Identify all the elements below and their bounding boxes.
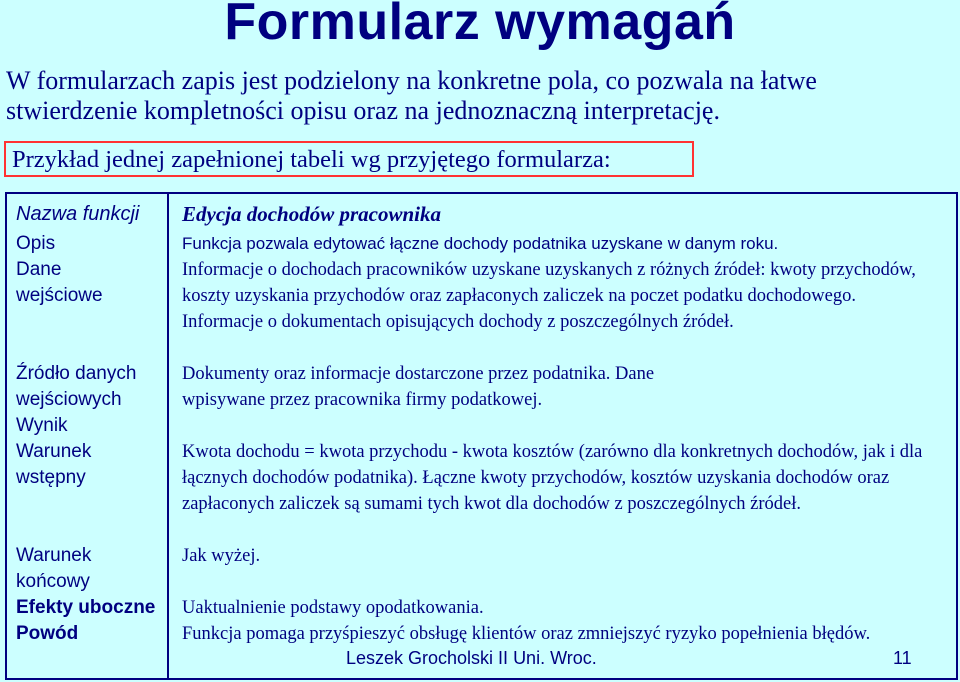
example-caption: Przykład jednej zapełnionej tabeli wg przyjętego formularza: [4,141,694,177]
row-value-input-data: Informacje o dochodach pracowników uzyskane uzyskanych z różnych źródeł: kwoty przychodów, koszty uzyskania przychodów oraz zapłaconych zaliczek na poczet podatku dochodowego. Informacje o dokumentach opisujących dochody z poszczególnych źródeł. [182,260,916,332]
row-label-input-source: Źródło danych wejściowych [16,363,137,410]
footer-author: Leszek Grocholski II Uni. Wroc. [346,648,597,668]
row-value-precondition: Kwota dochodu = kwota przychodu - kwota kosztów (zarówno dla konkretnych dochodów, jak i dla łącznych dochodów podatnika). Łączne kwoty przychodów, kosztów uzyskania dochodów oraz zapłaconych zaliczek są sumami tych kwot dla dochodów z poszczególnych źródeł. [182,442,923,514]
row-value-input-source: Dokumenty oraz informacje dostarczone przez podatnika. Dane wpisywane przez pracownika firmy podatkowej. [182,364,655,410]
row-value-reason: Funkcja pomaga przyśpieszyć obsługę klientów oraz zmniejszyć ryzyko popełnienia błędów. [182,624,871,644]
page-title: Formularz wymagań [224,0,736,51]
row-label-function-name: Nazwa funkcji [16,203,140,225]
row-label-reason: Powód [16,623,79,644]
row-label-side-effects: Efekty uboczne [16,597,156,618]
intro-paragraph: W formularzach zapis jest podzielony na konkretne pola, co pozwala na łatwe stwierdzenie kompletności opisu oraz na jednoznaczną interpretację. [6,66,817,125]
table-column-divider [167,192,169,680]
row-label-result: Wynik [16,415,68,436]
row-label-postcondition: Warunek końcowy [16,545,92,592]
row-value-side-effects: Uaktualnienie podstawy opodatkowania. [182,598,484,618]
row-label-precondition: Warunek wstępny [16,441,92,488]
footer-page-number: 11 [893,648,912,668]
row-label-input-data: Dane wejściowe [16,259,103,306]
row-label-description: Opis [16,233,56,254]
row-value-description: Funkcja pozwala edytować łączne dochody podatnika uzyskane w danym roku. [182,234,779,253]
row-value-postcondition: Jak wyżej. [182,546,261,566]
row-value-function-name: Edycja dochodów pracownika [182,202,442,226]
